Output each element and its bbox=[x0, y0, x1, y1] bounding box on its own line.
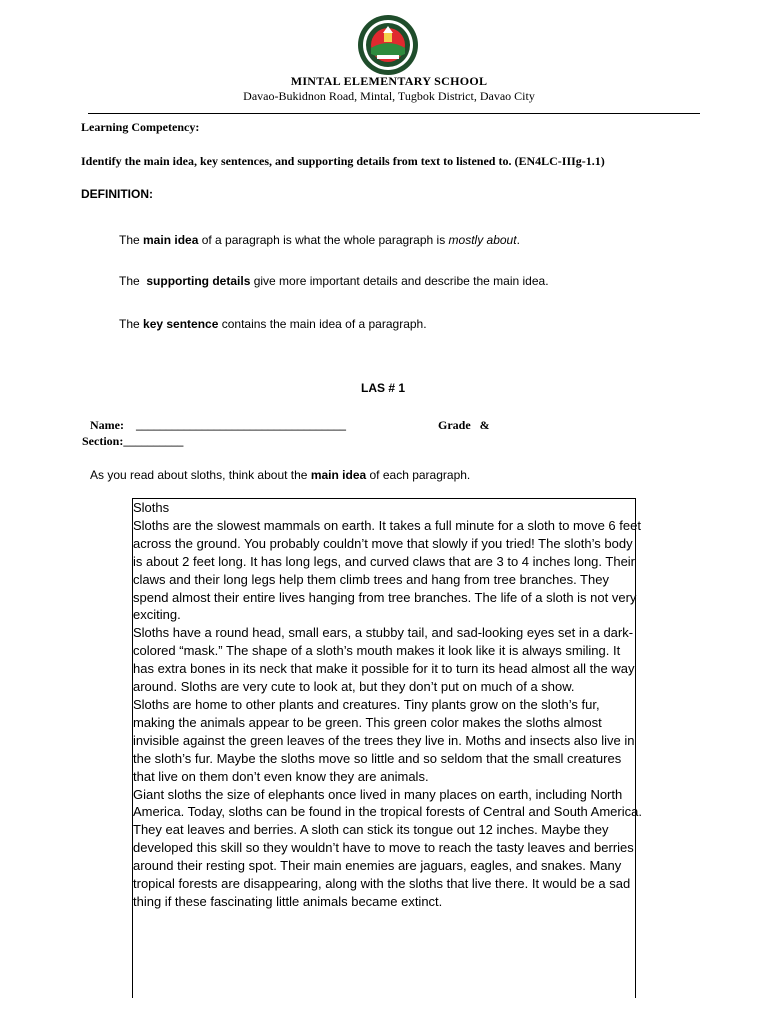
term-supporting-details: supporting details bbox=[146, 274, 251, 288]
grade-section-label: Grade & bbox=[438, 418, 490, 432]
section-blank[interactable]: Section:__________ bbox=[82, 434, 184, 448]
reading-instruction: As you read about sloths, think about the main idea of each paragraph. bbox=[90, 468, 471, 482]
definition-supporting-details: The supporting details give more important details and describe the main idea. bbox=[119, 274, 549, 288]
emphasis-mostly-about: mostly about bbox=[448, 233, 517, 247]
passage-title: Sloths bbox=[133, 500, 170, 515]
las-title: LAS # 1 bbox=[361, 381, 406, 395]
definition-heading: DEFINITION: bbox=[81, 187, 153, 201]
learning-competency-text: Identify the main idea, key sentences, and supporting details from text to listened to. (EN4LC-IIIg-1.1) bbox=[81, 154, 605, 168]
school-seal-logo bbox=[357, 14, 419, 76]
passage-paragraph-2: Sloths have a round head, small ears, a stubby tail, and sad-looking eyes set in a dark-colored “mask.” The shape of a sloth’s mouth makes it look like it is always smiling. It has extra bones in its neck that make it possible for it to turn its head almost all the way around. Sloths are very cute to look at, but they don’t put on much of a show. bbox=[133, 625, 635, 695]
school-address: Davao-Bukidnon Road, Mintal, Tugbok District, Davao City bbox=[243, 89, 535, 103]
passage-paragraph-3: Sloths are home to other plants and creatures. Tiny plants grow on the sloth’s fur, making the animals appear to be green. This green color makes the sloths almost invisible against the green leaves of the trees they live in. Moths and insects also live in the sloth’s fur. Maybe the sloths move so little and so seldom that the small creatures that live on them don’t even know they are animals. bbox=[133, 696, 635, 784]
name-label: Name: bbox=[90, 418, 124, 432]
passage-paragraph-1: Sloths are the slowest mammals on earth. It takes a full minute for a sloth to move 6 feet across the ground. You probably couldn’t move that slowly if you tried! The sloth’s body is about 2 feet long. It has long legs, and curved claws that are 3 to 4 inches long. Their claws and their long legs help them climb trees and hang from tree branches. They spend almost their entire lives hanging from tree branches. The life of a sloth is not very exciting. bbox=[133, 517, 641, 623]
term-main-idea-instruction: main idea bbox=[310, 468, 367, 482]
term-key-sentence: key sentence bbox=[143, 317, 219, 331]
header-divider bbox=[88, 113, 700, 114]
reading-passage-box bbox=[132, 498, 642, 998]
learning-competency-heading: Learning Competency: bbox=[81, 120, 200, 134]
definition-main-idea: The main idea of a paragraph is what the whole paragraph is mostly about. bbox=[119, 233, 520, 247]
school-name: MINTAL ELEMENTARY SCHOOL bbox=[290, 74, 488, 88]
passage-paragraph-4: Giant sloths the size of elephants once lived in many places on earth, including North America. Today, sloths can be found in the tropical forests of Central and South America. They eat leaves and berries. A sloth can stick its tongue out 12 inches. Maybe they developed this skill so they wouldn’t have to move to reach the tasty leaves and berries around their resting spot. Their main enemies are jaguars, eagles, and snakes. Many tropical forests are disappearing, along with the sloths that live there. It would be a sad thing if these fascinating little animals became extinct. bbox=[133, 786, 642, 909]
definition-key-sentence: The key sentence contains the main idea of a paragraph. bbox=[119, 317, 427, 331]
term-main-idea: main idea bbox=[143, 233, 199, 247]
name-blank[interactable]: ___________________________________ bbox=[136, 418, 346, 432]
